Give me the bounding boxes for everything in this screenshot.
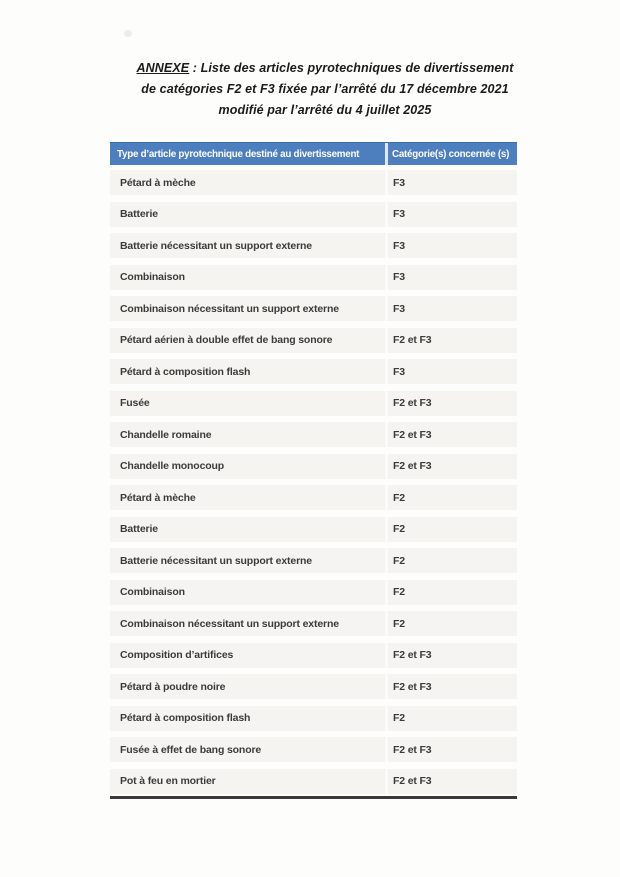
table-row: [110, 359, 517, 384]
cell-type: Pétard aérien à double effet de bang sonore: [120, 334, 333, 346]
cell-category: F3: [393, 208, 405, 220]
cell-category: F2: [393, 586, 405, 598]
cell-type: Combinaison nécessitant un support externe: [120, 302, 339, 315]
cell-type: Chandelle monocoup: [120, 460, 225, 472]
cell-type: Pétard à composition flash: [120, 712, 251, 724]
cell-type: Batterie: [120, 208, 158, 220]
table-row: [110, 611, 517, 636]
cell-type: Pétard à composition flash: [120, 365, 251, 378]
cell-type: Batterie: [120, 523, 158, 535]
annexe-label: ANNEXE: [136, 61, 190, 75]
table-row: [110, 485, 517, 510]
cell-category: F2: [393, 554, 405, 567]
document-title: [60, 58, 590, 121]
cell-type: Chandelle romaine: [120, 428, 212, 441]
table-row: [110, 202, 517, 227]
cell-category: F3: [393, 239, 405, 252]
cell-category: F3: [393, 176, 405, 189]
table-header-row: [110, 142, 517, 165]
table-row: [110, 265, 517, 290]
table-row: [110, 674, 517, 699]
cell-type: Combinaison: [120, 271, 185, 283]
column-header-category: Catégorie(s) concernée (s): [392, 148, 510, 160]
cell-category: F2 et F3: [393, 680, 432, 693]
scan-artifact: [124, 30, 132, 37]
cell-category: F2 et F3: [393, 428, 432, 441]
cell-category: F3: [393, 271, 405, 283]
column-header-type: Type d’article pyrotechnique destiné au divertissement: [117, 148, 360, 160]
table-row: [110, 580, 517, 605]
title-line-1: [60, 58, 590, 79]
cell-category: F3: [393, 302, 405, 315]
table-row: [110, 706, 517, 731]
title-line-2: de catégories F2 et F3 fixée par l’arrêté du 17 décembre 2021: [141, 82, 509, 96]
cell-type: Combinaison: [120, 586, 185, 598]
cell-category: F2: [393, 523, 405, 535]
pyrotechnics-table: [110, 142, 517, 799]
cell-category: F2 et F3: [393, 334, 432, 346]
cell-category: F2 et F3: [393, 649, 432, 661]
title-line-3: modifié par l’arrêté du 4 juillet 2025: [218, 103, 432, 117]
table-row: [110, 391, 517, 416]
cell-type: Batterie nécessitant un support externe: [120, 239, 312, 252]
table-row: [110, 517, 517, 542]
cell-type: Fusée: [120, 397, 150, 409]
cell-type: Batterie nécessitant un support externe: [120, 554, 312, 567]
title-line-1-rest: : Liste des articles pyrotechniques de divertissement: [189, 61, 514, 75]
table-row: [110, 737, 517, 762]
cell-type: Fusée à effet de bang sonore: [120, 743, 262, 756]
table-row: [110, 296, 517, 321]
cell-type: Combinaison nécessitant un support externe: [120, 617, 339, 630]
table-row: [110, 328, 517, 353]
cell-type: Pot à feu en mortier: [120, 775, 216, 787]
cell-category: F3: [393, 365, 405, 378]
cell-type: Pétard à mèche: [120, 176, 196, 189]
table-row: [110, 769, 517, 794]
cell-type: Pétard à poudre noire: [120, 680, 226, 693]
table-row: [110, 233, 517, 258]
table-row: [110, 643, 517, 668]
table-row: [110, 422, 517, 447]
cell-category: F2 et F3: [393, 743, 432, 756]
cell-category: F2 et F3: [393, 397, 432, 409]
table-row: [110, 548, 517, 573]
table-bottom-border: [110, 796, 517, 799]
table-body: [110, 170, 517, 794]
cell-type: Pétard à mèche: [120, 491, 196, 504]
cell-category: F2 et F3: [393, 460, 432, 472]
cell-category: F2 et F3: [393, 775, 432, 787]
table-row: [110, 454, 517, 479]
table-row: [110, 170, 517, 195]
cell-category: F2: [393, 491, 405, 504]
cell-category: F2: [393, 617, 405, 630]
cell-category: F2: [393, 712, 405, 724]
cell-type: Composition d’artifices: [120, 649, 234, 661]
